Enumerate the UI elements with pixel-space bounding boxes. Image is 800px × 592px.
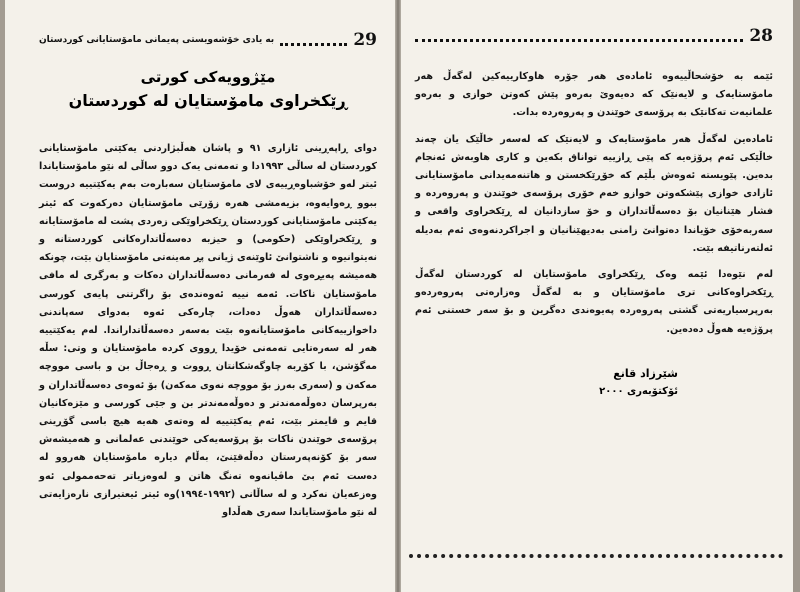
page-number-left: 29 xyxy=(353,30,377,50)
left-page xyxy=(5,0,395,592)
right-body-paragraph-1: ئێمە بە خۆشحاڵییەوە ئامادەی هەر جۆرە هاوکارییەکین لەگەڵ هەر مامۆستایەک و لایەنێک کە دەیەوێ بەرەو پێش کەوتن خوازی و بەرەو علمانیەت تەکانێک بە پرۆسەی خوێندن و پەروەردە بدات. xyxy=(415,71,773,119)
header-dotted-rule xyxy=(280,35,347,46)
footer-dotted-rule xyxy=(409,554,783,558)
article-title-block xyxy=(39,68,377,110)
right-body-paragraph-3: لەم نێوەدا ئێمە وەک ڕێکخراوی مامۆستایان لە کوردستان لەگەڵ ڕێکخراوەکانی تری مامۆستایان و بە لەگەڵ وەزارەتی پەروەردەو بەرپرسیاریەتی گشتی پەروەردە پەیوەندی دەگرین و بۆ سەر خستنی ئەم پرۆژەیە هەوڵ دەدەین. xyxy=(415,269,773,335)
left-page-header xyxy=(39,30,377,50)
header-dotted-rule xyxy=(415,31,743,42)
scan-edge-right xyxy=(793,0,800,592)
author-signature: شێرزاد قانع xyxy=(613,366,678,380)
article-title-line1: مێژوویەکی کورتی xyxy=(140,68,276,86)
article-title-line2: ڕێکخراوی مامۆستایان لە کوردستان xyxy=(68,91,348,110)
right-page-header xyxy=(415,26,773,46)
left-body-paragraph: دوای ڕاپەڕینی ئازاری ٩١ و پاشان هەڵبژاردنی یەکێتی مامۆستایانی کوردستان لە ساڵی ١٩٩٣دا و تەمەنی یەک دوو ساڵی لە نێو مامۆستایاندا ئیتر لەو خۆشباوەڕییەی لای مامۆستایان سەبارەت بەم یەکێتییە دروست ببوو ڕەوایەوە، بزیەمشی هەرە زۆرێی مامۆستایان دەرکەوت کە ئیتر یەکێتی مامۆستایانی کوردستان ڕێکخراوێکی زەردی پشت لە مامۆستایانە و ڕێکخراوێکی (حکومی) و حیزبە دەسەڵاتدارەکانی کوردستانە و نەیتوانیوە و ناشتوانێ ئاوێنەی ژیانی پڕ مەینەتی مامۆستایان بێت، چونکە هەمیشە پەیڕەوی لە فەرمانی دەسەڵاتداران دەکات و بەرگری لە مافی مامۆستایان ناکات. ئەمە نییە ئەوەندەی بۆ راگرتنی پایەی کورسی دەسەڵاتداران هەوڵ دەدات، چارەکی ئەوە بەدوای سەپاندنی داخوازییەکانی مامۆستایانەوە بێت بەسەر دەسەڵاتداراندا. لەم یەکێتییە هەر لە سەرەتایی تەمەنی خۆیدا ڕووی کردە مامۆستایان و وتی: سڵە مەگۆشن، با کۆڕبە چاوگەشکانتان ڕووت و ڕەجاڵ بن و باسی مووچە مەکەن و (سەری بەرز بۆ مووچە نەوی مەکەن) بۆ ئەوەی دەسەڵاتداران و بەرپرسان دەوڵەمەندتر و دەوڵەمەندتر بن و جێی کورسی و مێزەکانیان قایم و قایمتر بێت، ئەم یەکێتییە لە وەتەی هەیە هیچ باسی گۆڕینی پرۆسەی خوێندن ناکات بۆ پرۆسەیەکی خوێندنی عەلمانی و هەمیشەش سەر بۆ کۆنەپەرستان دەڵەقێنێ، بەڵام دیارە مامۆستایان هەروو لە دەست ئەم بێ ماڤیانەوە تەنگ هاتن و لەوەزیاتر تەحەممولی ئەو وەزعەیان نەکرد و لە ساڵانی (١٩٩٢-١٩٩٤)وە ئیتر ئیعتیرازی نارەزایەتی لە نێو مامۆستایاندا سەری هەڵداو xyxy=(39,143,377,519)
right-body-paragraph-2: ئامادەین لەگەڵ هەر مامۆستایەک و لایەنێک کە لەسەر خاڵێک یان چەند خاڵێکی ئەم پرۆژەیە کە پێی ڕازییە تواناق بکەین و کاری هاوبەش ئەنجام بدەین. پێویستە ئەوەش بڵێم کە خۆڕێکخستن و هاتنەمەیدانی مامۆستایانی ئازادی خوازی پێشکەوتن خوازو خەم خۆری پرۆسەی خوێندن و پەروەردە و فشار هێنانیان بۆ دەسەڵاتداران و خۆ سازدانیان لە ڕێکخراوی واقعی و سەربەخۆی خۆیاندا دەتوانێ زامنی بەدیهێنانیان و اجراکردنەوەی ئەم بەدیلە ئەلتەرناتیفە بێت. xyxy=(415,133,773,254)
page-number-right: 28 xyxy=(749,26,773,46)
right-page xyxy=(401,0,793,592)
signature-date: ئۆکتۆبەری ٢٠٠٠ xyxy=(599,385,678,397)
running-header: بە یادی خۆشەویستی پەیمانی مامۆستایانی کوردستان xyxy=(39,35,275,45)
